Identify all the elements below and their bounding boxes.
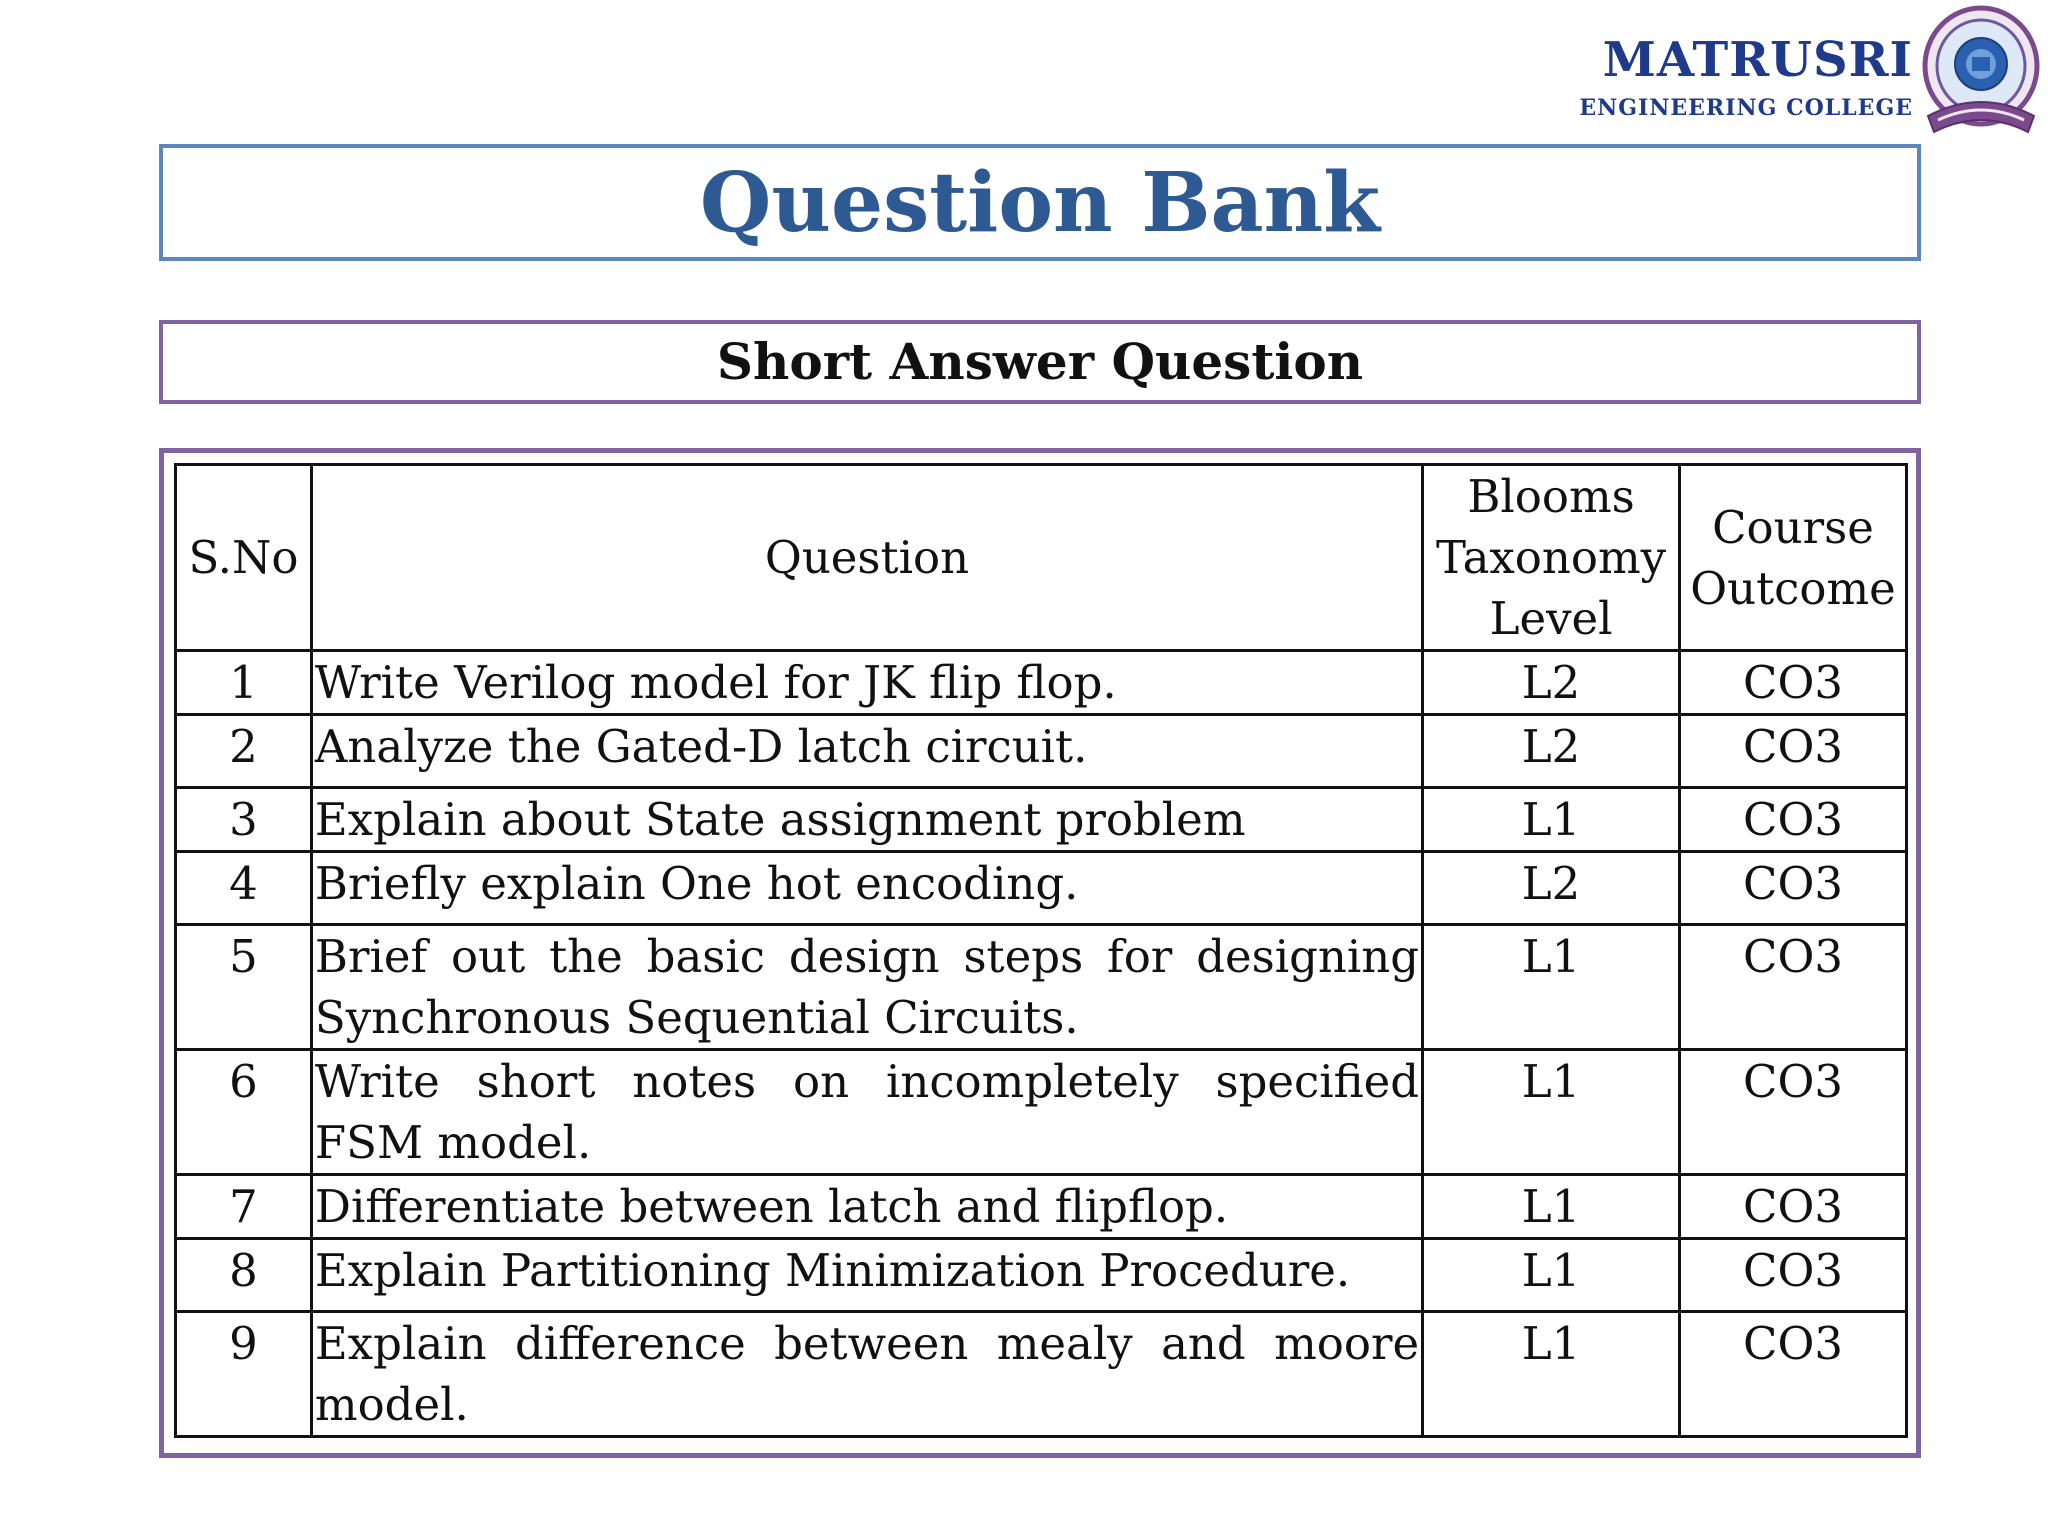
subtitle-box [159,320,1921,404]
table-row [176,1175,1907,1239]
header-sno: S.No [176,465,312,651]
cell-level: L2 [1423,852,1680,925]
cell-outcome: CO3 [1680,852,1907,925]
cell-outcome: CO3 [1680,788,1907,852]
table-row [176,852,1907,925]
cell-outcome: CO3 [1680,715,1907,788]
table-header-row [176,465,1907,651]
cell-outcome: CO3 [1680,1312,1907,1437]
cell-question: Explain Partitioning Minimization Procedure. [311,1239,1422,1312]
title-box [159,144,1921,261]
college-subtitle: ENGINEERING COLLEGE [1579,95,1913,121]
cell-outcome: CO3 [1680,651,1907,715]
college-crest-icon [1920,4,2042,144]
cell-question: Write short notes on incompletely specified FSM model. [311,1050,1422,1175]
question-table-container [159,448,1921,1458]
cell-question: Write Verilog model for JK flip flop. [311,651,1422,715]
page-title: Question Bank [699,154,1381,251]
question-table [174,463,1908,1438]
cell-question: Explain difference between mealy and moore model. [311,1312,1422,1437]
table-row [176,788,1907,852]
table-row [176,715,1907,788]
header-course-outcome: Course Outcome [1680,465,1907,651]
header-question: Question [311,465,1422,651]
table-row [176,1312,1907,1437]
cell-sno: 9 [176,1312,312,1437]
cell-level: L1 [1423,1312,1680,1437]
cell-level: L2 [1423,651,1680,715]
college-name: MATRUSRI [1602,32,1913,88]
section-title: Short Answer Question [716,332,1364,391]
cell-level: L1 [1423,1050,1680,1175]
cell-outcome: CO3 [1680,1050,1907,1175]
cell-sno: 5 [176,925,312,1050]
cell-outcome: CO3 [1680,1175,1907,1239]
table-row [176,1239,1907,1312]
cell-level: L1 [1423,1239,1680,1312]
cell-sno: 1 [176,651,312,715]
cell-question: Analyze the Gated-D latch circuit. [311,715,1422,788]
header-blooms-level: Blooms Taxonomy Level [1423,465,1680,651]
cell-sno: 8 [176,1239,312,1312]
cell-sno: 6 [176,1050,312,1175]
cell-sno: 7 [176,1175,312,1239]
cell-level: L1 [1423,925,1680,1050]
college-branding [1579,0,2048,150]
cell-sno: 3 [176,788,312,852]
cell-level: L2 [1423,715,1680,788]
cell-question: Briefly explain One hot encoding. [311,852,1422,925]
cell-level: L1 [1423,1175,1680,1239]
cell-outcome: CO3 [1680,1239,1907,1312]
cell-question: Brief out the basic design steps for designing Synchronous Sequential Circuits. [311,925,1422,1050]
cell-question: Differentiate between latch and flipflop. [311,1175,1422,1239]
cell-outcome: CO3 [1680,925,1907,1050]
cell-sno: 4 [176,852,312,925]
table-row [176,925,1907,1050]
cell-level: L1 [1423,788,1680,852]
cell-question: Explain about State assignment problem [311,788,1422,852]
cell-sno: 2 [176,715,312,788]
table-row [176,1050,1907,1175]
table-row [176,651,1907,715]
